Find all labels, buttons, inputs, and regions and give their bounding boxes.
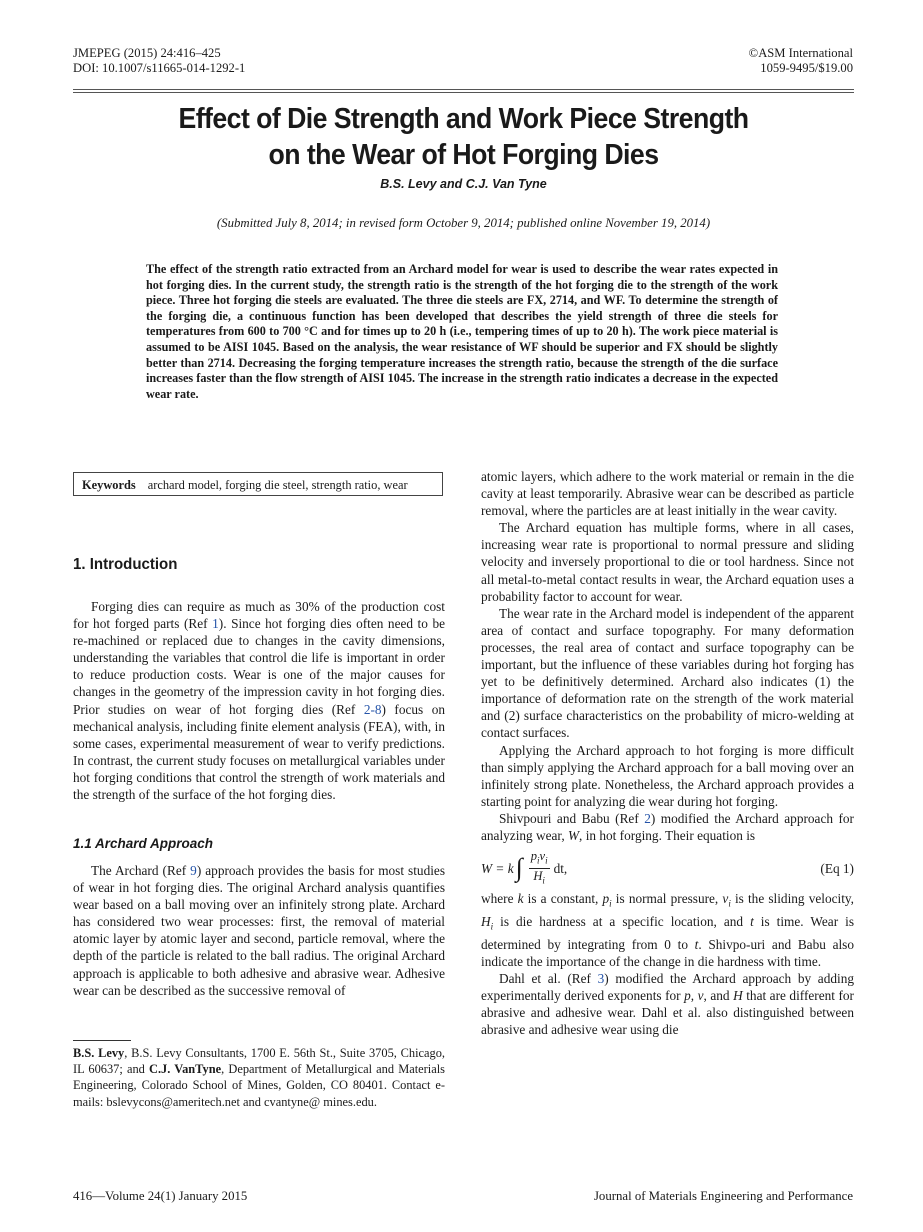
num-sub-i-1: i: [536, 855, 540, 866]
title-line-2: on the Wear of Hot Forging Dies: [268, 139, 659, 171]
num-v: v: [539, 849, 546, 864]
den-h: H: [533, 868, 543, 883]
copyright: ©ASM International: [748, 46, 853, 60]
integral-sign: ∫: [515, 852, 523, 882]
right-paragraph-1: The Archard equation has multiple forms, where in all cases, increasing wear rate is proportional to normal pressure and sliding velocity and inversely proportional to die or tool hardness. Since not all metal-to-metal contact results in wear, the Archard equation uses a probability factor to account for wear.: [481, 520, 854, 604]
footnote-text-2: , Department of Metallurgical and Materials Engineering, Colorado School of Mines, Golden, CO 80401. Contact e-mails: bslevycons@ameritech.net and cvantyne@ mines.edu.: [73, 1062, 445, 1109]
intro-text-c: ) focus on mechanical analysis, including finite element analysis (FEA), with, in some cases, experimental measurement of wear to verify predictions. In contrast, the current study focuses on metallurgical variables under hot forging conditions that control the strength of work materials and the strength of the surface of the hot forging dies.: [73, 701, 445, 803]
den-sub-i: i: [542, 875, 545, 886]
equation-fraction: [529, 849, 550, 887]
paper-title: [104, 101, 823, 173]
equation-lhs: W = k: [481, 860, 514, 876]
p4-text-a: Shivpouri and Babu (Ref: [499, 810, 645, 826]
ref-link-2[interactable]: 2: [644, 810, 651, 826]
p6-a: Dahl et al. (Ref: [499, 970, 598, 986]
p6-d: , and: [703, 987, 734, 1003]
p6-h: H: [733, 987, 743, 1003]
author-affiliations: [73, 1045, 445, 1110]
ref-link-2-8[interactable]: 2-8: [363, 701, 382, 717]
header-rule-top: [73, 89, 854, 90]
running-header-right: [749, 46, 853, 76]
p5-sub-i-2: i: [728, 898, 731, 909]
intro-paragraph: [73, 598, 445, 803]
intro-text-b: ). Since hot forging dies often need to be re-machined or replaced due to changes in the cavity dimensions, understanding the variables that control die life is important in order to reduce production costs. Wear is one of the major causes for changes in the geometry of the impression cavity in hot forging dies. Prior studies on wear of hot forging dies (Ref: [73, 616, 445, 717]
p6-v: v: [697, 987, 704, 1003]
right-paragraph-4: [481, 810, 854, 844]
footnote-rule: [73, 1040, 131, 1041]
p5-v: v: [722, 891, 729, 907]
abstract: The effect of the strength ratio extracted from an Archard model for wear is used to describe the wear rates expected in hot forging dies. In the current study, the strength ratio is the strength of the hot forging die to the strength of the work piece. Three hot forging die steels are evaluated. The three die steels are FX, 2714, and WF. To determine the strength of the forging die, a continuous function has been developed that describes the yield strength of three die steels for temperatures from 600 to 700 °C and for times up to 20 h (i.e., tempering times of up to 20 h). The work piece material is assumed to be AISI 1045. Based on the analysis, the wear resistance of WF should be superior and FX should be slightly better than 2714. Decreasing the forging temperature increases the strength ratio, because the strength of the die surface increases faster than the flow strength of AISI 1045. The increase in the strength ratio indicates a decrease in the expected wear rate.: [146, 262, 778, 401]
p4-text-c: , in hot forging. Their equation is: [579, 827, 756, 843]
p5-h: H: [481, 913, 491, 929]
subsection-heading-archard: 1.1 Archard Approach: [73, 836, 214, 851]
price: 1059-9495/$19.00: [760, 61, 853, 75]
equation-label: (Eq 1): [820, 860, 854, 876]
p5-l: is die hardness at a specific location, and: [493, 913, 751, 929]
p5-i: is the sliding velocity,: [730, 891, 854, 907]
keywords-label: Keywords: [82, 478, 136, 492]
p5-p-end: . Shivpo-uri and Babu also indicate the importance of the change in die hardness with time.: [481, 936, 854, 969]
p5-sub-i-3: i: [490, 921, 494, 932]
right-paragraph-2: The wear rate in the Archard model is independent of the apparent area of contact and surface topography. For many deformation processes, the real area of contact and surface topography can be important, but the influence of these variables during hot forging has yet to be definitively determined. Archard also indicates (1) the importance of deformation rate on the strength of the work material and (2) surface characteristics on the probability of micro-welding at contact surfaces.: [481, 605, 854, 741]
right-paragraph-3: Applying the Archard approach to hot forging is more difficult than simply applying the Archard approach for a ball moving over an infinitely strong plate. Nonetheless, the Archard approach provides a starting point for analyzing die wear during hot forging.: [481, 742, 854, 809]
p5-a: where: [481, 891, 518, 907]
submission-dates: (Submitted July 8, 2014; in revised form October 9, 2014; published online November 19, 2014): [216, 216, 711, 230]
authors: B.S. Levy and C.J. Van Tyne: [380, 177, 547, 191]
p6-b: ) modified the Archard approach by adding experimentally derived exponents for: [481, 970, 854, 1003]
right-column: [481, 468, 854, 1038]
right-paragraph-0: atomic layers, which adhere to the work material or remain in the die cavity at least temporarily. Abrasive wear can be described as particle removal, where the particles are at least initially in the wear cavity.: [481, 469, 854, 519]
fraction-numerator: [529, 849, 550, 869]
p5-p: p: [602, 891, 610, 907]
title-line-1: Effect of Die Strength and Work Piece Strength: [178, 103, 749, 135]
equation-dt: dt,: [553, 860, 568, 876]
header-rule-bottom: [73, 92, 854, 93]
doi[interactable]: DOI: 10.1007/s11665-014-1292-1: [73, 61, 246, 75]
p5-sub-i-1: i: [609, 898, 612, 909]
num-p: p: [530, 849, 537, 864]
p6-e: that are different for abrasive and adhesive wear. Dahl et al. also distinguished between abrasive and adhesive wear using die: [481, 987, 854, 1038]
p5-n: is time. Wear is determined by integrating from 0 to: [481, 913, 854, 952]
footnote-author-1: B.S. Levy: [73, 1046, 125, 1060]
p4-text-b: ) modified the Archard approach for analyzing wear,: [481, 810, 854, 843]
p5-k: k: [517, 891, 524, 907]
p5-t: t: [750, 913, 754, 929]
page-footer-right: Journal of Materials Engineering and Performance: [593, 1189, 853, 1203]
footnote-author-2: C.J. VanTyne: [149, 1062, 222, 1077]
archard-paragraph: [73, 862, 445, 999]
equation-1: [481, 846, 854, 890]
p6-c: ,: [690, 987, 698, 1003]
right-paragraph-5: [481, 890, 854, 970]
archard-text-b: ) approach provides the basis for most studies of wear in hot forging dies. The original Archard analysis quantifies wear based on a ball moving over an infinitely strong plate. Archard has considered two wear processes: first, the removal of material atomic layer by atomic layer and second, particle removal, where the depth of the particle is related to the ball radius. The original Archard approach is applicable to both adhesive and abrasive wear. Adhesive wear can be described as the successive removal of: [73, 863, 445, 998]
fraction-denominator: [533, 869, 545, 888]
ref-link-1[interactable]: 1: [212, 616, 219, 632]
footnote-text-1: , B.S. Levy Consultants, 1700 E. 56th St., Suite 3705, Chicago, IL 60637; and: [73, 1046, 445, 1077]
p5-f: is normal pressure,: [611, 891, 723, 907]
ref-link-3[interactable]: 3: [597, 970, 605, 986]
archard-text-a: The Archard (Ref: [91, 863, 191, 878]
equation-body: [481, 849, 567, 887]
page-footer-left: 416—Volume 24(1) January 2015: [73, 1189, 248, 1203]
p5-t2: t: [694, 936, 699, 952]
p5-c: is a constant,: [523, 891, 603, 907]
journal-volume: JMEPEG (2015) 24:416–425: [73, 46, 221, 60]
keywords-value: archard model, forging die steel, strength ratio, wear: [147, 478, 408, 492]
section-heading-introduction: 1. Introduction: [73, 556, 178, 573]
ref-link-9[interactable]: 9: [190, 863, 197, 878]
keywords-box: [73, 472, 443, 496]
running-header-left: [73, 46, 245, 76]
var-w: W: [567, 827, 580, 843]
right-paragraph-6: [481, 970, 854, 1038]
p6-p: p: [684, 987, 691, 1003]
intro-text-a: Forging dies can require as much as 30% of the production cost for hot forged parts (Ref: [73, 599, 445, 632]
num-sub-i-2: i: [545, 855, 548, 866]
